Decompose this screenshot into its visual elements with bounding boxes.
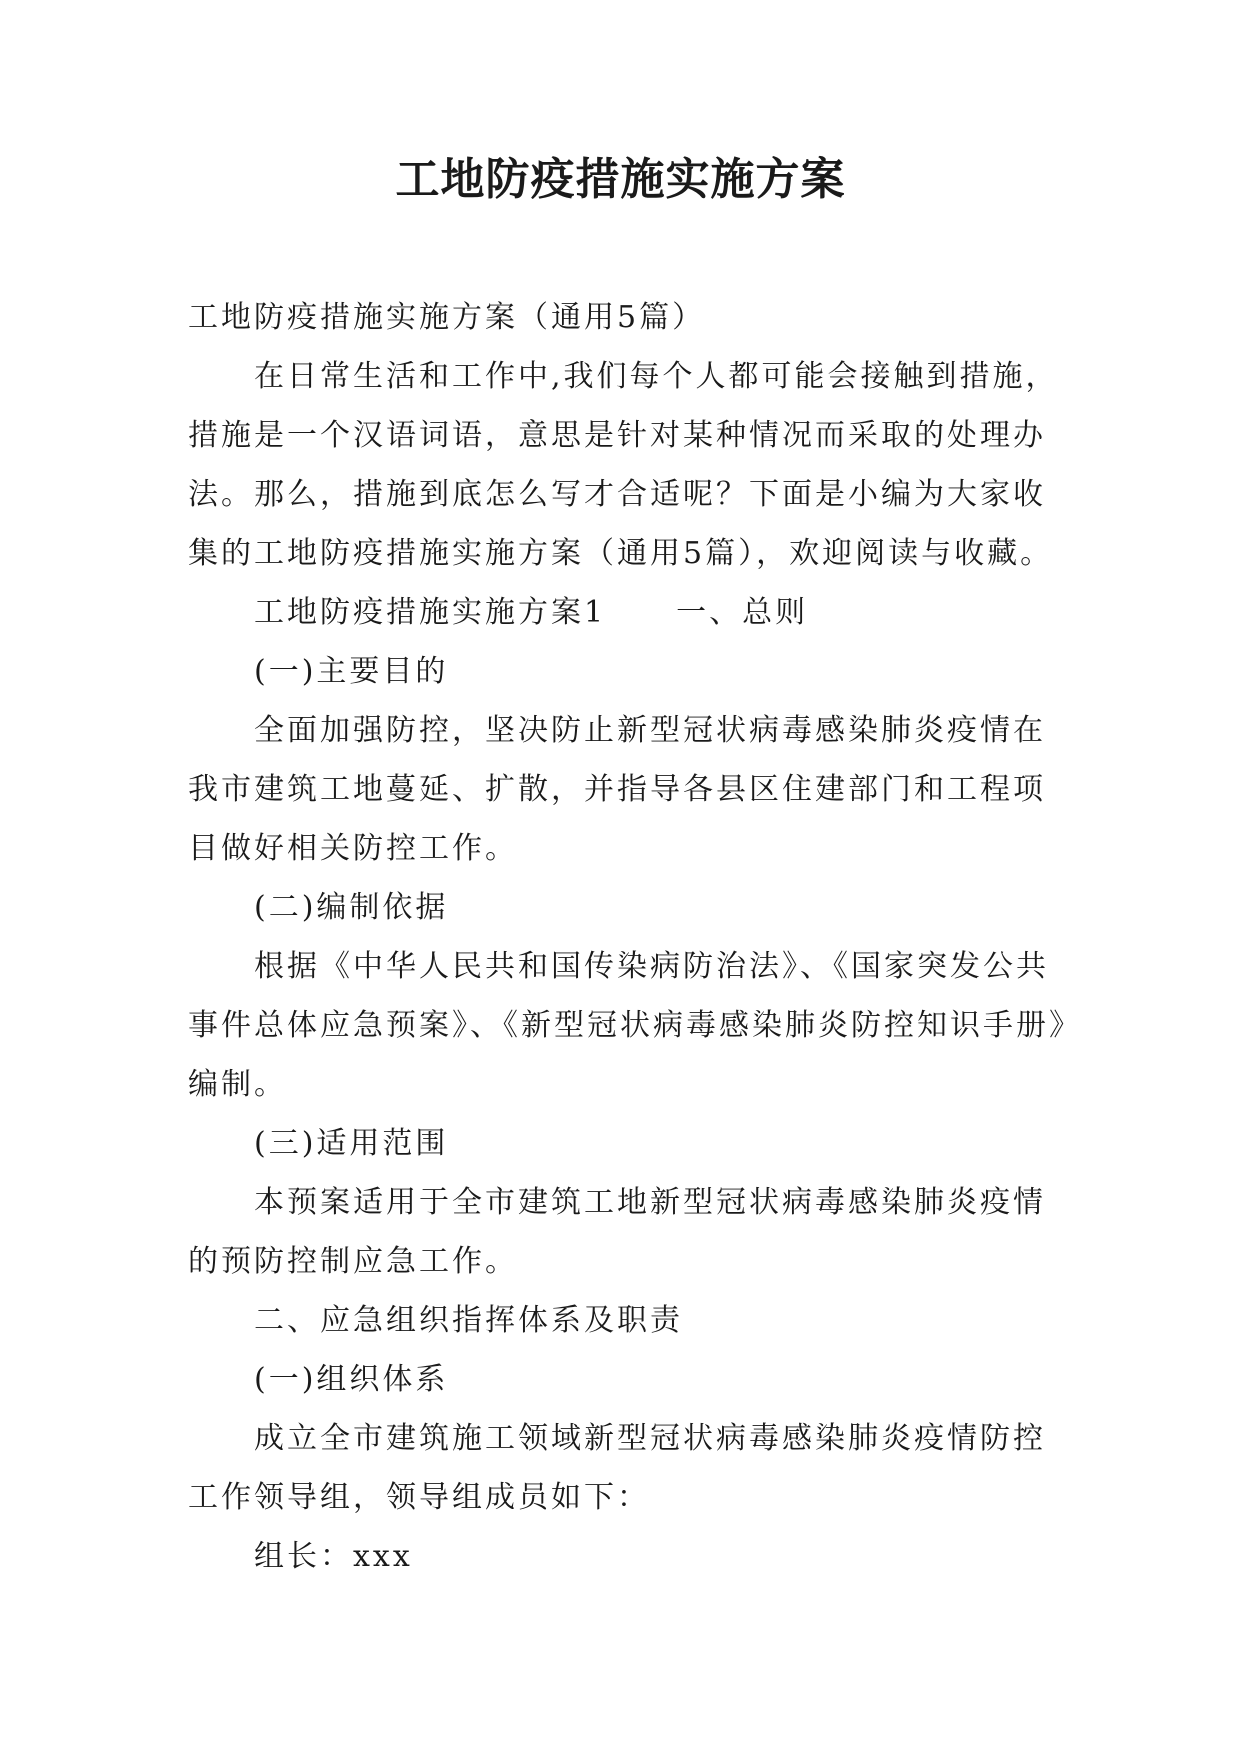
subheading-organization: (一)组织体系 — [254, 1362, 449, 1397]
section-heading-line — [188, 583, 1068, 642]
subheading-purpose: (一)主要目的 — [254, 654, 449, 689]
document-title: 工地防疫措施实施方案 — [395, 154, 846, 205]
document-body — [188, 288, 1068, 1586]
subheading-basis: (二)编制依据 — [254, 890, 449, 925]
chapter-heading-2: 二、应急组织指挥体系及职责 — [254, 1303, 683, 1338]
scope-paragraph: 本预案适用于全市建筑工地新型冠状病毒感染肺炎疫情的预防控制应急工作。 — [188, 1185, 1046, 1279]
purpose-paragraph: 全面加强防控，坚决防止新型冠状病毒感染肺炎疫情在我市建筑工地蔓延、扩散，并指导各县区住建部门和工程项目做好相关防控工作。 — [188, 713, 1046, 866]
chapter-heading: 一、总则 — [676, 595, 809, 630]
intro-paragraph: 在日常生活和工作中,我们每个人都可能会接触到措施，措施是一个汉语词语，意思是针对某种情况而采取的处理办法。那么，措施到底怎么写才合适呢？下面是小编为大家收集的工地防疫措施实施方案（通用5篇），欢迎阅读与收藏。 — [188, 359, 1059, 571]
section-title: 工地防疫措施实施方案1 — [254, 595, 607, 630]
subheading-scope: (三)适用范围 — [254, 1126, 449, 1161]
basis-paragraph: 根据《中华人民共和国传染病防治法》、《国家突发公共事件总体应急预案》、《新型冠状病毒感染肺炎防控知识手册》编制。 — [188, 949, 1067, 1102]
leader-line: 组长：xxx — [254, 1539, 413, 1574]
subtitle-line: 工地防疫措施实施方案（通用5篇） — [188, 300, 706, 335]
organization-paragraph: 成立全市建筑施工领域新型冠状病毒感染肺炎疫情防控工作领导组，领导组成员如下： — [188, 1421, 1046, 1515]
